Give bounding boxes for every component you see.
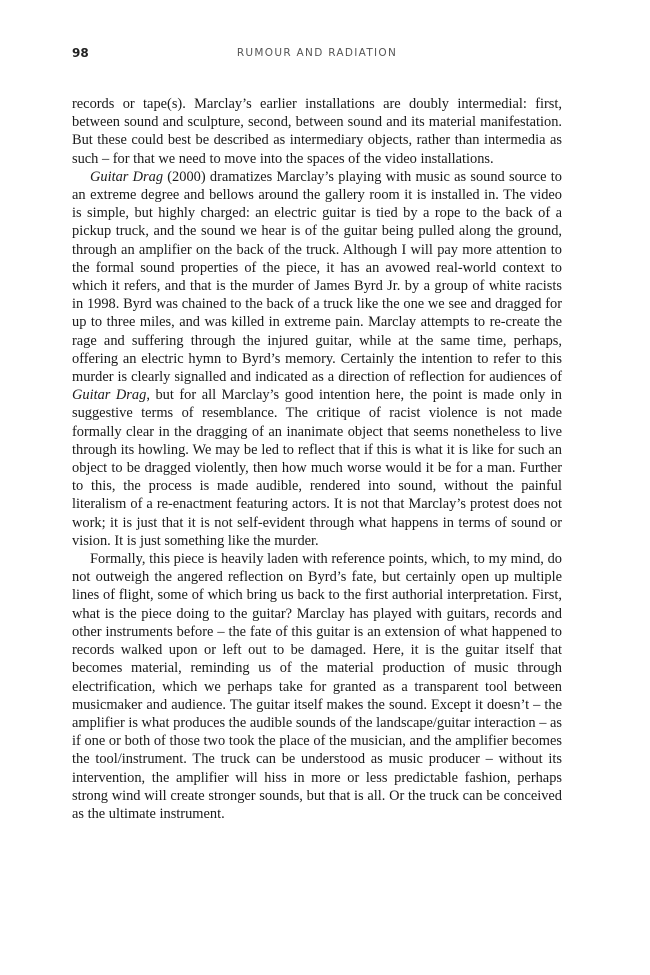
work-title: Guitar Drag (90, 168, 164, 185)
running-head: RUMOUR AND RADIATION (236, 47, 398, 59)
work-title: Guitar Drag (72, 387, 147, 404)
paragraph-2-part-b: , but for all Marclay’s good intention here, the point is made only in suggestive terms of resemblance. The critique of racist violence is not made formally clear in the dragging of an inanimate object that seems nonetheless to live through its howling. We may be led to reflect that if this is what it is like for such an object to be dragged violently, then how much worse would it be for a man. Further to this, the process is made audible, rendered into sound, without the painful literalism of a re-enactment featuring actors. It is not that Marclay’s protest does not work; it is just that it is not self-evident through what happens in terms of sound or vision. It is just something like the murder. (72, 387, 562, 549)
paragraph-1: records or tape(s). Marclay’s earlier installations are doubly intermedial: first, between sound and sculpture, second, between sound and its material manifestation. But these could best be described as intermediary objects, rather than intermedia as such – for that we need to move into the spaces of the video installations. (72, 96, 562, 167)
body-text (72, 95, 562, 823)
paragraph-2 (72, 168, 562, 550)
page-header (72, 46, 562, 66)
paragraph-3: Formally, this piece is heavily laden with reference points, which, to my mind, do not outweigh the angered reflection on Byrd’s fate, but certainly open up multiple lines of flight, some of which bring us back to the first authorial interpretation. First, what is the piece doing to the guitar? Marclay has played with guitars, records and other instruments before – the fate of this guitar is an extension of what happened to records walked upon or left out to be damaged. Here, it is the guitar itself that becomes material, reminding us of the material production of music through electrification, which we perhaps take for granted as a transparent tool between musicmaker and audience. The guitar itself makes the sound. Except it doesn’t – the amplifier is what produces the audible sounds of the landscape/guitar interaction – as if one or both of those two took the place of the musician, and the amplifier becomes the tool/instrument. The truck can be understood as music producer – without its intervention, the amplifier will hiss in more or less predictable fashion, perhaps strong wind will create stronger sounds, but that is all. Or the truck can be conceived as the ultimate instrument. (72, 551, 562, 822)
paragraph-2-part-a: (2000) dramatizes Marclay’s playing with music as sound source to an extreme degree and bellows around the gallery room it is installed in. The video is simple, but highly charged: an electric guitar is tied by a rope to the back of a pickup truck, and the sound we hear is of the guitar being pulled along the ground, through an amplifier on the back of the truck. Although I will pay more attention to the formal sound properties of the piece, it has an avowed real-world context to which it refers, and that is the murder of James Byrd Jr. by a group of white racists in 1998. Byrd was chained to the back of a truck like the one we see and dragged for up to three miles, and was killed in extreme pain. Marclay attempts to re-create the rage and suffering through the injured guitar, while at the same time, perhaps, offering an electric hymn to Byrd’s memory. Certainly the intention to refer to this murder is clearly signalled and indicated as a direction of reflection for audiences of (72, 168, 562, 386)
page-number: 98 (72, 46, 89, 60)
